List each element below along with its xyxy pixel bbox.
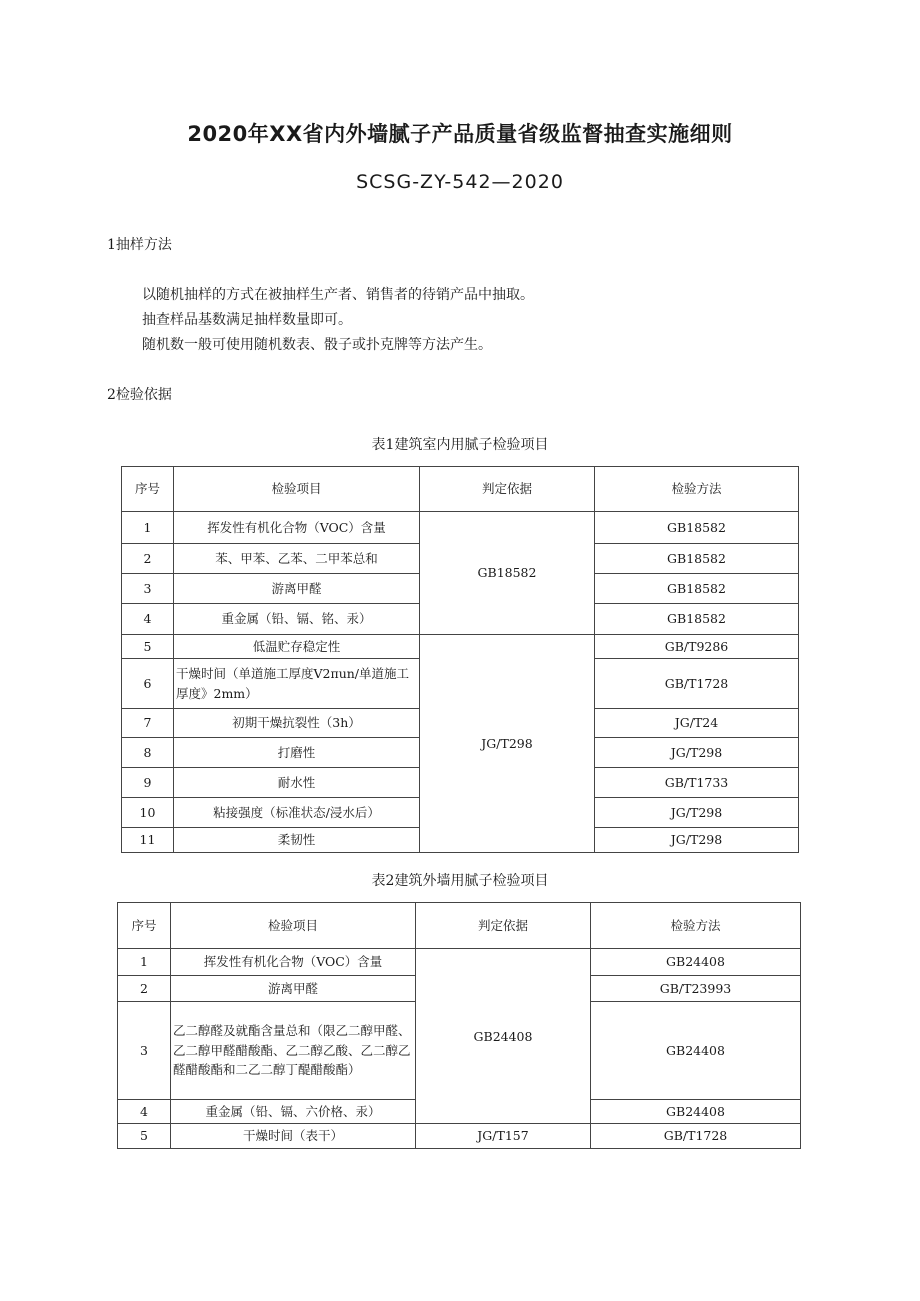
row-number: 4 xyxy=(122,604,174,635)
basis-cell: GB24408 xyxy=(416,949,591,1124)
row-number: 1 xyxy=(122,512,174,544)
method-cell: GB24408 xyxy=(591,1100,801,1124)
item-cell: 乙二醇醛及就酯含量总和（限乙二醇甲醛、乙二醇甲醛醋酸酯、乙二醇乙酸、乙二醇乙醛醋酸酯和二乙二醇丁醍醋酸酯） xyxy=(171,1002,416,1100)
row-number: 4 xyxy=(118,1100,171,1124)
row-number: 9 xyxy=(122,768,174,798)
header-cell: 检验方法 xyxy=(591,903,801,949)
row-number: 10 xyxy=(122,798,174,828)
table-row xyxy=(122,635,799,659)
table-row xyxy=(122,512,799,544)
header-cell: 序号 xyxy=(122,467,174,512)
item-cell: 干燥时间（表干） xyxy=(171,1124,416,1149)
method-cell: GB18582 xyxy=(595,604,799,635)
row-number: 3 xyxy=(118,1002,171,1100)
row-number: 1 xyxy=(118,949,171,976)
table-row xyxy=(118,949,801,976)
header-cell: 序号 xyxy=(118,903,171,949)
table-row xyxy=(118,1124,801,1149)
table-header-row xyxy=(118,903,801,949)
table-1 xyxy=(121,466,799,853)
item-cell: 初期干燥抗裂性（3h） xyxy=(174,709,420,738)
item-cell: 挥发性有机化合物（VOC）含量 xyxy=(171,949,416,976)
row-number: 11 xyxy=(122,828,174,853)
method-cell: GB/T1733 xyxy=(595,768,799,798)
item-cell: 低温贮存稳定性 xyxy=(174,635,420,659)
method-cell: JG/T298 xyxy=(595,798,799,828)
row-number: 5 xyxy=(122,635,174,659)
basis-cell: GB18582 xyxy=(420,512,595,635)
method-cell: GB24408 xyxy=(591,1002,801,1100)
header-cell: 检验项目 xyxy=(174,467,420,512)
item-cell: 粘接强度（标准状态/浸水后） xyxy=(174,798,420,828)
item-cell: 苯、甲苯、乙苯、二甲苯总和 xyxy=(174,544,420,574)
item-cell: 重金属（铅、镉、铭、汞） xyxy=(174,604,420,635)
row-number: 5 xyxy=(118,1124,171,1149)
method-cell: JG/T24 xyxy=(595,709,799,738)
document-code: SCSG-ZY-542—2020 xyxy=(356,171,564,193)
item-cell: 挥发性有机化合物（VOC）含量 xyxy=(174,512,420,544)
method-cell: GB18582 xyxy=(595,544,799,574)
table-2-caption: 表2建筑外墙用腻子检验项目 xyxy=(371,873,549,889)
item-cell: 游离甲醛 xyxy=(171,976,416,1002)
method-cell: GB/T9286 xyxy=(595,635,799,659)
basis-cell: JG/T157 xyxy=(416,1124,591,1149)
row-number: 6 xyxy=(122,659,174,709)
item-cell: 重金属（铅、镉、六价格、汞） xyxy=(171,1100,416,1124)
paragraph: 以随机抽样的方式在被抽样生产者、销售者的待销产品中抽取。 xyxy=(142,287,534,303)
method-cell: GB18582 xyxy=(595,574,799,604)
paragraph: 随机数一般可使用随机数表、骰子或扑克牌等方法产生。 xyxy=(142,337,492,353)
header-cell: 判定依据 xyxy=(420,467,595,512)
table-header-row xyxy=(122,467,799,512)
item-cell: 耐水性 xyxy=(174,768,420,798)
header-cell: 检验项目 xyxy=(171,903,416,949)
row-number: 8 xyxy=(122,738,174,768)
table-1-caption: 表1建筑室内用腻子检验项目 xyxy=(371,437,549,453)
row-number: 3 xyxy=(122,574,174,604)
header-cell: 判定依据 xyxy=(416,903,591,949)
method-cell: JG/T298 xyxy=(595,828,799,853)
method-cell: GB/T23993 xyxy=(591,976,801,1002)
table-2 xyxy=(117,902,801,1149)
header-cell: 检验方法 xyxy=(595,467,799,512)
row-number: 2 xyxy=(118,976,171,1002)
method-cell: GB/T1728 xyxy=(591,1124,801,1149)
method-cell: GB/T1728 xyxy=(595,659,799,709)
basis-cell: JG/T298 xyxy=(420,635,595,853)
row-number: 2 xyxy=(122,544,174,574)
section-1-heading: 1抽样方法 xyxy=(107,237,172,253)
item-cell: 游离甲醛 xyxy=(174,574,420,604)
method-cell: GB24408 xyxy=(591,949,801,976)
row-number: 7 xyxy=(122,709,174,738)
section-2-heading: 2检验依据 xyxy=(107,387,172,403)
method-cell: JG/T298 xyxy=(595,738,799,768)
item-cell: 柔韧性 xyxy=(174,828,420,853)
document-title: 2020年XX省内外墙腻子产品质量省级监督抽查实施细则 xyxy=(187,122,733,146)
item-cell: 打磨性 xyxy=(174,738,420,768)
item-cell: 干燥时间（单道施工厚度V2πun/单道施工厚度》2mm） xyxy=(174,659,420,709)
method-cell: GB18582 xyxy=(595,512,799,544)
paragraph: 抽查样品基数满足抽样数量即可。 xyxy=(142,312,352,328)
